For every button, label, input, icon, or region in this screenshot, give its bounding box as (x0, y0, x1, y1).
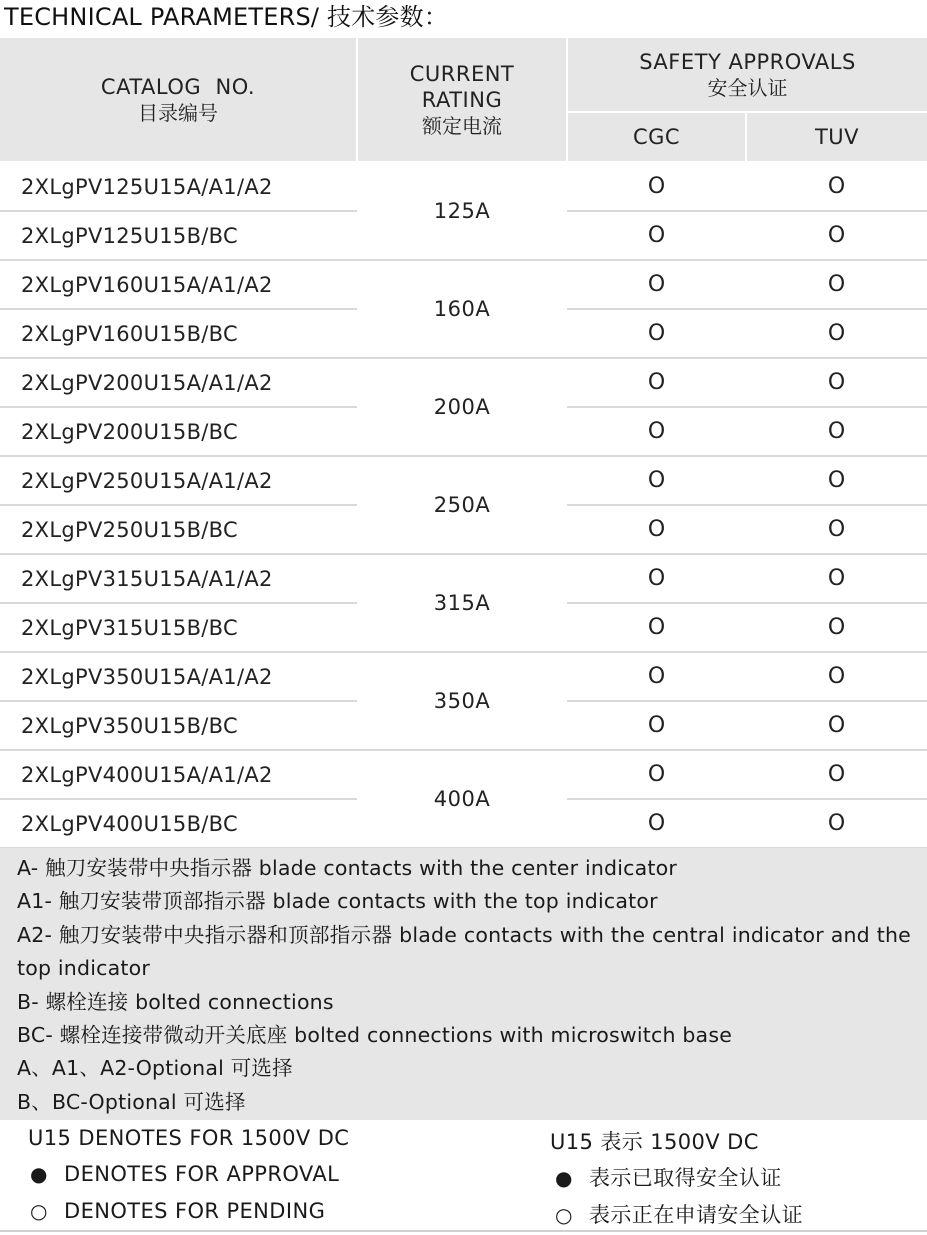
legend-approval-zh: 表示已取得安全认证 (589, 1166, 782, 1190)
tuv-cell: O (746, 799, 927, 848)
notes-panel (0, 848, 927, 1120)
tuv-cell: O (746, 701, 927, 750)
header-safety-en: SAFETY APPROVALS (639, 49, 856, 74)
catalog-cell: 2XLgPV350U15B/BC (0, 701, 357, 750)
legend-approval-en-row (30, 1162, 339, 1186)
hollow-circle-icon: ○ (555, 1203, 573, 1227)
table-row (0, 162, 927, 211)
tuv-cell: O (746, 603, 927, 652)
header-safety-zh: 安全认证 (707, 75, 788, 100)
cgc-cell: O (567, 456, 746, 505)
cgc-cell: O (567, 701, 746, 750)
tuv-cell: O (746, 750, 927, 799)
table-body (0, 162, 927, 848)
filled-circle-icon: ● (555, 1166, 573, 1190)
legend-approval-zh-row (555, 1162, 782, 1192)
cgc-cell: O (567, 358, 746, 407)
header-current-zh: 额定电流 (422, 113, 502, 138)
header-catalog-zh: 目录编号 (138, 100, 218, 125)
catalog-cell: 2XLgPV200U15B/BC (0, 407, 357, 456)
rating-cell: 250A (357, 456, 567, 554)
catalog-cell: 2XLgPV400U15B/BC (0, 799, 357, 848)
legend-pending-zh: 表示正在申请安全认证 (589, 1203, 803, 1227)
tuv-cell: O (746, 652, 927, 701)
tuv-cell: O (746, 162, 927, 211)
table-row (0, 750, 927, 799)
tuv-cell: O (746, 260, 927, 309)
header-catalog-no (0, 38, 357, 162)
catalog-cell: 2XLgPV160U15B/BC (0, 309, 357, 358)
catalog-cell: 2XLgPV125U15B/BC (0, 211, 357, 260)
tuv-cell: O (746, 358, 927, 407)
cgc-cell: O (567, 162, 746, 211)
tuv-cell: O (746, 505, 927, 554)
cgc-cell: O (567, 554, 746, 603)
header-current-en-1: CURRENT (409, 61, 515, 86)
cgc-cell: O (567, 750, 746, 799)
header-catalog-en: CATALOG NO. (100, 74, 256, 99)
catalog-cell: 2XLgPV315U15B/BC (0, 603, 357, 652)
tuv-cell: O (746, 554, 927, 603)
rating-cell: 200A (357, 358, 567, 456)
table-row (0, 456, 927, 505)
note-a2: A2- 触刀安装带中央指示器和顶部指示器 blade contacts with the central indicator and the top indicator (17, 922, 911, 981)
note-optional-b: B、BC-Optional 可选择 (17, 1089, 246, 1114)
note-bc: BC- 螺栓连接带微动开关底座 bolted connections with microswitch base (17, 1023, 733, 1048)
note-a1: A1- 触刀安装带顶部指示器 blade contacts with the top indicator (17, 889, 658, 914)
legend-approval-en: DENOTES FOR APPROVAL (64, 1162, 340, 1186)
legend-pending-en-row (30, 1199, 325, 1223)
header-cgc: CGC (567, 112, 746, 162)
tuv-cell: O (746, 211, 927, 260)
rating-cell: 315A (357, 554, 567, 652)
cgc-cell: O (567, 407, 746, 456)
tuv-cell: O (746, 309, 927, 358)
catalog-cell: 2XLgPV400U15A/A1/A2 (0, 750, 357, 799)
table-row (0, 358, 927, 407)
rating-cell: 400A (357, 750, 567, 848)
technical-parameters-table (0, 38, 927, 849)
catalog-cell: 2XLgPV160U15A/A1/A2 (0, 260, 357, 309)
legend-u15-zh: U15 表示 1500V DC (550, 1130, 759, 1154)
cgc-cell: O (567, 309, 746, 358)
tuv-cell: O (746, 456, 927, 505)
catalog-cell: 2XLgPV200U15A/A1/A2 (0, 358, 357, 407)
rating-cell: 160A (357, 260, 567, 358)
catalog-cell: 2XLgPV350U15A/A1/A2 (0, 652, 357, 701)
header-safety-approvals (567, 38, 927, 112)
table-row (0, 652, 927, 701)
legend-pending-zh-row (555, 1199, 803, 1229)
cgc-cell: O (567, 603, 746, 652)
cgc-cell: O (567, 505, 746, 554)
tuv-cell: O (746, 407, 927, 456)
legend-u15-en: U15 DENOTES FOR 1500V DC (28, 1126, 350, 1150)
header-current-rating (357, 38, 567, 162)
filled-circle-icon: ● (30, 1162, 48, 1186)
cgc-cell: O (567, 260, 746, 309)
note-b: B- 螺栓连接 bolted connections (17, 989, 334, 1014)
cgc-cell: O (567, 652, 746, 701)
page-title: TECHNICAL PARAMETERS/ 技术参数： (4, 3, 449, 31)
catalog-cell: 2XLgPV250U15A/A1/A2 (0, 456, 357, 505)
legend-pending-en: DENOTES FOR PENDING (64, 1199, 326, 1223)
rating-cell: 125A (357, 162, 567, 260)
catalog-cell: 2XLgPV125U15A/A1/A2 (0, 162, 357, 211)
header-current-en-2: RATING (421, 87, 503, 112)
catalog-cell: 2XLgPV250U15B/BC (0, 505, 357, 554)
header-tuv: TUV (746, 112, 927, 162)
note-a: A- 触刀安装带中央指示器 blade contacts with the center indicator (17, 856, 678, 880)
note-optional-a: A、A1、A2-Optional 可选择 (17, 1056, 293, 1081)
cgc-cell: O (567, 799, 746, 848)
cgc-cell: O (567, 211, 746, 260)
catalog-cell: 2XLgPV315U15A/A1/A2 (0, 554, 357, 603)
rating-cell: 350A (357, 652, 567, 750)
legend (0, 1122, 927, 1232)
table-row (0, 554, 927, 603)
hollow-circle-icon: ○ (30, 1199, 48, 1223)
table-row (0, 260, 927, 309)
